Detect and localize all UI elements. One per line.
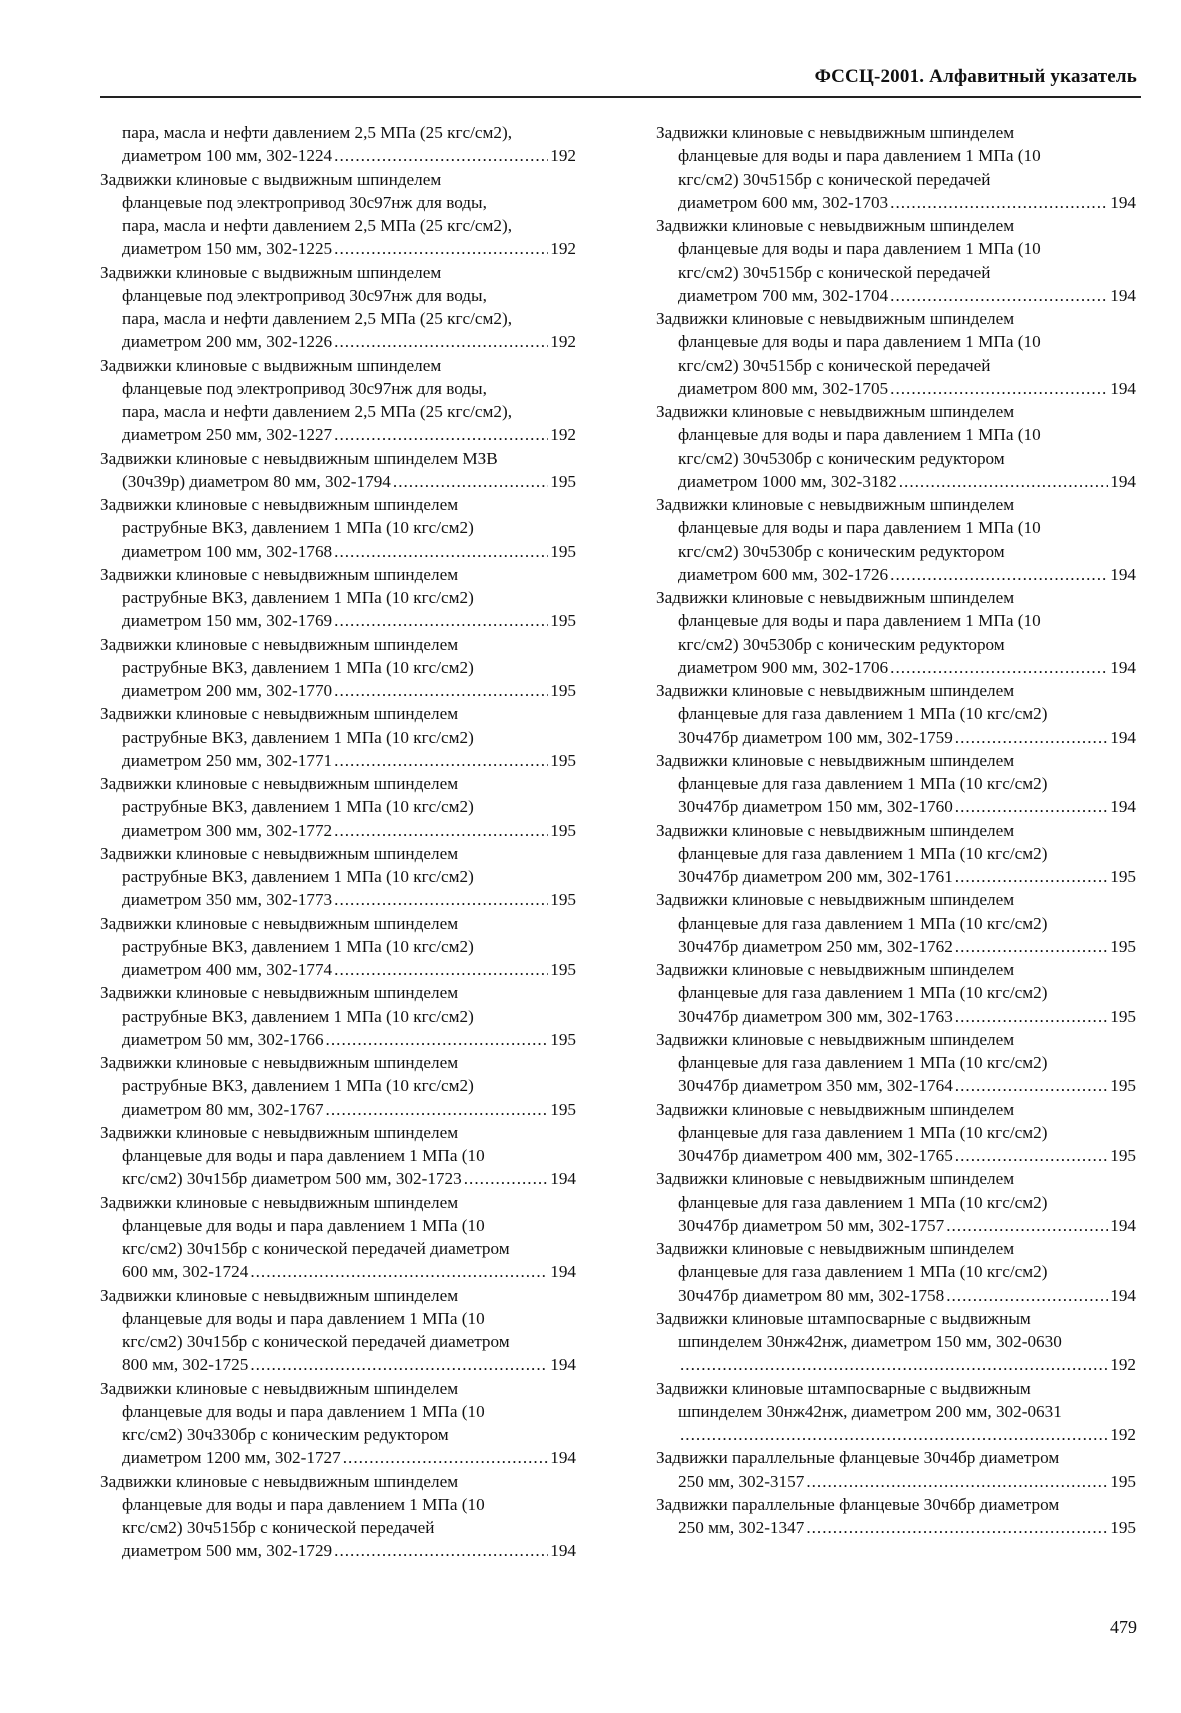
dot-leader: [326, 1098, 549, 1121]
index-entry-last-line: [122, 819, 576, 842]
index-entry-last-line: [122, 330, 576, 353]
index-entry-line: фланцевые для воды и пара давлением 1 МПа (10: [678, 518, 1041, 538]
index-entry-text: 30ч47бр диаметром 80 мм, 302-1758: [678, 1285, 945, 1305]
dot-leader: [955, 1074, 1108, 1097]
dot-leader: [899, 470, 1108, 493]
index-entry-line: Задвижки клиновые с невыдвижным шпинделем: [100, 1192, 459, 1212]
index-entry: [100, 981, 576, 1051]
index-entry: [100, 1051, 576, 1121]
index-entry-line: Задвижки клиновые с невыдвижным шпинделем: [100, 774, 459, 793]
dot-leader: [680, 1353, 1108, 1376]
index-entry: [656, 307, 1136, 400]
index-entry-text: 30ч47бр диаметром 50 мм, 302-1757: [678, 1215, 945, 1235]
index-entry-line: Задвижки клиновые с невыдвижным шпинделем: [656, 123, 1015, 142]
index-entry-text: диаметром 150 мм, 302-1769: [122, 611, 333, 631]
index-entry-line: фланцевые для воды и пара давлением 1 МПа (10: [122, 1146, 485, 1165]
index-entry-line: Задвижки клиновые с невыдвижным шпинделем: [656, 1169, 1015, 1189]
index-entry-last-line: [122, 888, 576, 911]
index-entry-text: диаметром 50 мм, 302-1766: [122, 1029, 324, 1049]
index-entry-line: Задвижки параллельные фланцевые 30ч4бр диаметром: [656, 1448, 1060, 1468]
index-entry: [100, 912, 576, 982]
index-entry-page: 195: [1110, 1006, 1136, 1026]
index-entry-last-line: [678, 865, 1136, 888]
index-entry: [100, 493, 576, 563]
index-entry-line: Задвижки клиновые с невыдвижным шпинделем: [656, 750, 1015, 770]
index-entry-line: Задвижки клиновые с невыдвижным шпинделем: [100, 983, 459, 1003]
index-entry-text: диаметром 200 мм, 302-1770: [122, 681, 333, 700]
index-entry-text: 250 мм, 302-3157: [678, 1471, 805, 1491]
index-column-left: [100, 121, 576, 1563]
index-entry-last-line: [678, 1353, 1136, 1376]
index-entry-page: 192: [550, 146, 576, 166]
dot-leader: [334, 958, 548, 981]
dot-leader: [250, 1353, 548, 1376]
index-entry-line: кгс/см2) 30ч530бр с коническим редуктором: [678, 634, 1005, 654]
index-entry-line: Задвижки клиновые с невыдвижным шпинделем: [656, 681, 1015, 700]
index-entry-page: 194: [1110, 564, 1136, 584]
index-entry-line: Задвижки клиновые с невыдвижным шпинделем: [656, 495, 1015, 514]
index-entry-line: раструбные ВКЗ, давлением 1 МПа (10 кгс/см2): [122, 867, 474, 886]
index-entry-last-line: [678, 1284, 1136, 1307]
index-entry-text: диаметром 100 мм, 302-1224: [122, 146, 333, 166]
index-entry-line: раструбные ВКЗ, давлением 1 МПа (10 кгс/см2): [122, 1076, 474, 1096]
index-entry-text: диаметром 600 мм, 302-1726: [678, 564, 889, 584]
index-entry-line: фланцевые для газа давлением 1 МПа (10 кгс/см2): [678, 774, 1048, 793]
index-entry-line: кгс/см2) 30ч15бр с конической передачей диаметром: [122, 1332, 510, 1351]
index-entry-last-line: [122, 679, 576, 702]
index-entry-line: фланцевые для воды и пара давлением 1 МПа (10: [122, 1215, 485, 1235]
index-entry-page: 195: [550, 541, 576, 561]
index-entry-line: Задвижки клиновые штампосварные с выдвижным: [656, 1378, 1031, 1398]
index-entry: [656, 958, 1136, 1028]
index-entry-last-line: [122, 144, 576, 167]
index-entry-line: раструбные ВКЗ, давлением 1 МПа (10 кгс/см2): [122, 727, 474, 747]
index-entry-line: шпинделем 30нж42нж, диаметром 200 мм, 302-0631: [678, 1401, 1062, 1421]
index-entry-page: 195: [550, 820, 576, 840]
index-entry-text: диаметром 1200 мм, 302-1727: [122, 1448, 341, 1468]
dot-leader: [343, 1446, 548, 1469]
dot-leader: [890, 656, 1108, 679]
index-entry-line: фланцевые под электропривод 30с97нж для воды,: [122, 285, 487, 305]
index-entry-line: раструбные ВКЗ, давлением 1 МПа (10 кгс/см2): [122, 1006, 474, 1026]
index-entry-page: 195: [550, 471, 576, 491]
index-entry-line: Задвижки клиновые с невыдвижным шпинделем: [100, 1285, 459, 1305]
index-entry-line: фланцевые для воды и пара давлением 1 МПа (10: [678, 611, 1041, 631]
index-entry-line: пара, масла и нефти давлением 2,5 МПа (25 кгс/см2),: [122, 216, 513, 235]
index-entry-page: 195: [1110, 1471, 1136, 1491]
dot-leader: [334, 423, 548, 446]
index-entry-page: 195: [550, 960, 576, 979]
index-entry-page: 194: [1110, 727, 1136, 747]
index-entry-last-line: [678, 1423, 1136, 1446]
dot-leader: [334, 540, 548, 563]
index-entry-line: Задвижки клиновые с невыдвижным шпинделем: [100, 634, 459, 654]
dot-leader: [334, 330, 548, 353]
index-entry-text: 30ч47бр диаметром 100 мм, 302-1759: [678, 727, 953, 747]
index-entry-line: Задвижки клиновые с невыдвижным шпинделем МЗВ: [100, 448, 498, 468]
index-entry-line: кгс/см2) 30ч530бр с коническим редуктором: [678, 448, 1005, 468]
index-entry-line: фланцевые для газа давлением 1 МПа (10 кгс/см2): [678, 1122, 1048, 1142]
index-entry-last-line: [678, 1214, 1136, 1237]
running-header: ФССЦ-2001. Алфавитный указатель: [814, 66, 1137, 87]
index-entry-line: фланцевые для воды и пара давлением 1 МПа (10: [122, 1308, 485, 1328]
index-entry-page: 194: [550, 1448, 576, 1468]
index-entry-text: 30ч47бр диаметром 150 мм, 302-1760: [678, 797, 953, 817]
dot-leader: [334, 749, 548, 772]
index-entry-line: Задвижки клиновые с выдвижным шпинделем: [100, 169, 442, 189]
index-entry-line: кгс/см2) 30ч515бр с конической передачей: [678, 169, 991, 189]
index-entry-last-line: [122, 958, 576, 981]
index-entry-line: пара, масла и нефти давлением 2,5 МПа (25 кгс/см2),: [122, 402, 513, 421]
index-entry-page: 194: [1110, 1215, 1136, 1235]
index-entry-page: 194: [1110, 797, 1136, 817]
index-entry-line: фланцевые для воды и пара давлением 1 МПа (10: [678, 146, 1041, 166]
index-column-right: [656, 121, 1136, 1539]
index-entry-page: 195: [550, 890, 576, 910]
index-entry: [100, 633, 576, 703]
index-entry-line: кгс/см2) 30ч515бр с конической передачей: [678, 262, 991, 282]
index-entry-last-line: [678, 935, 1136, 958]
index-entry: [656, 1237, 1136, 1307]
dot-leader: [890, 191, 1108, 214]
index-entry-text: диаметром 500 мм, 302-1729: [122, 1541, 333, 1561]
index-entry-line: кгс/см2) 30ч515бр с конической передачей: [678, 355, 991, 375]
dot-leader: [680, 1423, 1108, 1446]
index-entry-line: Задвижки клиновые с невыдвижным шпинделем: [656, 588, 1015, 607]
index-entry-page: 194: [1110, 657, 1136, 677]
dot-leader: [955, 795, 1108, 818]
dot-leader: [393, 470, 548, 493]
index-entry: [656, 679, 1136, 749]
index-entry-line: фланцевые для газа давлением 1 МПа (10 кгс/см2): [678, 983, 1048, 1003]
index-entry-line: Задвижки клиновые с невыдвижным шпинделем: [100, 564, 459, 584]
index-entry: [656, 1028, 1136, 1098]
index-entry: [656, 121, 1136, 214]
index-entry-page: 192: [550, 239, 576, 259]
index-entry-last-line: [122, 1446, 576, 1469]
dot-leader: [464, 1167, 549, 1190]
index-entry-text: 30ч47бр диаметром 300 мм, 302-1763: [678, 1006, 953, 1026]
index-entry-line: Задвижки клиновые с невыдвижным шпинделем: [100, 913, 459, 933]
index-entry-last-line: [122, 423, 576, 446]
index-entry-page: 195: [550, 750, 576, 770]
index-entry-line: кгс/см2) 30ч15бр с конической передачей диаметром: [122, 1239, 510, 1258]
index-entry-last-line: [122, 749, 576, 772]
index-entry-line: кгс/см2) 30ч515бр с конической передачей: [122, 1518, 435, 1537]
index-entry-line: Задвижки клиновые штампосварные с выдвижным: [656, 1308, 1031, 1328]
index-entry: [656, 749, 1136, 819]
index-entry: [656, 1377, 1136, 1447]
index-entry-line: Задвижки клиновые с невыдвижным шпинделем: [656, 1239, 1015, 1258]
index-entry-line: фланцевые для воды и пара давлением 1 МПа (10: [678, 239, 1041, 259]
index-entry-line: фланцевые для воды и пара давлением 1 МПа (10: [122, 1401, 485, 1421]
index-entry-last-line: [122, 470, 576, 493]
index-entry: [100, 354, 576, 447]
index-entry-page: 194: [1110, 378, 1136, 398]
index-entry-line: раструбные ВКЗ, давлением 1 МПа (10 кгс/см2): [122, 588, 474, 607]
dot-leader: [334, 237, 548, 260]
dot-leader: [890, 377, 1108, 400]
index-entry-line: Задвижки клиновые с невыдвижным шпинделем: [656, 1099, 1015, 1119]
index-entry: [656, 493, 1136, 586]
index-entry-line: Задвижки клиновые с выдвижным шпинделем: [100, 355, 442, 375]
dot-leader: [806, 1516, 1108, 1539]
index-entry-page: 195: [550, 681, 576, 700]
index-entry-text: 30ч47бр диаметром 400 мм, 302-1765: [678, 1146, 953, 1165]
index-entry-line: фланцевые под электропривод 30с97нж для воды,: [122, 192, 487, 212]
index-entry-page: 195: [1110, 867, 1136, 886]
dot-leader: [955, 935, 1108, 958]
index-entry-line: Задвижки клиновые с невыдвижным шпинделем: [656, 820, 1015, 840]
dot-leader: [334, 679, 548, 702]
index-entry-last-line: [122, 1353, 576, 1376]
index-entry-line: фланцевые для газа давлением 1 МПа (10 кгс/см2): [678, 1192, 1048, 1212]
index-entry-line: раструбные ВКЗ, давлением 1 МПа (10 кгс/см2): [122, 518, 474, 538]
index-entry-line: Задвижки клиновые с невыдвижным шпинделем: [656, 1029, 1015, 1049]
index-entry-last-line: [122, 540, 576, 563]
index-entry-text: диаметром 600 мм, 302-1703: [678, 192, 889, 212]
index-entry-line: фланцевые для газа давлением 1 МПа (10 кгс/см2): [678, 913, 1048, 933]
index-entry: [656, 586, 1136, 679]
index-entry-line: фланцевые для газа давлением 1 МПа (10 кгс/см2): [678, 1053, 1048, 1072]
index-entry-line: пара, масла и нефти давлением 2,5 МПа (25 кгс/см2),: [122, 123, 513, 142]
index-entry: [100, 842, 576, 912]
dot-leader: [334, 888, 548, 911]
index-entry-last-line: [122, 609, 576, 632]
index-entry-line: Задвижки клиновые с невыдвижным шпинделем: [656, 960, 1015, 979]
index-entry: [656, 1098, 1136, 1168]
index-entry: [100, 1377, 576, 1470]
header-rule: [100, 96, 1141, 98]
index-entry-text: 250 мм, 302-1347: [678, 1518, 805, 1537]
index-entry: [656, 1493, 1136, 1540]
page-number: 479: [1110, 1617, 1137, 1637]
index-entry-page: 194: [550, 1355, 576, 1375]
dot-leader: [334, 819, 548, 842]
index-entry-page: 195: [550, 1099, 576, 1119]
index-entry: [100, 772, 576, 842]
index-entry-text: диаметром 200 мм, 302-1226: [122, 332, 333, 352]
index-entry-text: диаметром 250 мм, 302-1771: [122, 750, 333, 770]
index-entry-line: Задвижки клиновые с невыдвижным шпинделем: [100, 495, 459, 514]
index-entry-line: Задвижки клиновые с невыдвижным шпинделем: [100, 1053, 459, 1072]
index-entry-last-line: [122, 1260, 576, 1283]
index-entry: [100, 447, 576, 494]
index-entry-line: Задвижки клиновые с невыдвижным шпинделем: [100, 1471, 459, 1491]
dot-leader: [955, 1144, 1108, 1167]
index-entry: [656, 1307, 1136, 1377]
index-entry-text: (30ч39р) диаметром 80 мм, 302-1794: [122, 471, 391, 491]
index-entry-line: фланцевые для газа давлением 1 МПа (10 кгс/см2): [678, 843, 1048, 863]
index-entry-page: 195: [1110, 1076, 1136, 1096]
dot-leader: [955, 865, 1108, 888]
index-entry-last-line: [678, 1470, 1136, 1493]
dot-leader: [946, 1284, 1108, 1307]
index-entry-page: 192: [1110, 1425, 1136, 1444]
index-entry-text: диаметром 700 мм, 302-1704: [678, 285, 889, 305]
index-entry-text: диаметром 150 мм, 302-1225: [122, 239, 333, 259]
index-entry-line: Задвижки клиновые с невыдвижным шпинделем: [100, 1122, 459, 1142]
index-entry: [100, 563, 576, 633]
dot-leader: [334, 144, 548, 167]
index-entry-line: фланцевые для газа давлением 1 МПа (10 кгс/см2): [678, 1262, 1048, 1282]
index-entry-text: диаметром 1000 мм, 302-3182: [678, 471, 897, 491]
index-entry-line: Задвижки клиновые с невыдвижным шпинделем: [100, 843, 459, 863]
index-entry-line: Задвижки клиновые с невыдвижным шпинделем: [656, 402, 1015, 421]
index-entry: [656, 819, 1136, 889]
index-entry-last-line: [122, 1098, 576, 1121]
index-entry-page: 194: [1110, 285, 1136, 305]
index-entry-line: фланцевые под электропривод 30с97нж для воды,: [122, 378, 487, 398]
index-entry-text: 800 мм, 302-1725: [122, 1355, 249, 1375]
index-entry-line: фланцевые для воды и пара давлением 1 МПа (10: [122, 1494, 485, 1514]
index-entry-line: раструбные ВКЗ, давлением 1 МПа (10 кгс/см2): [122, 797, 474, 817]
index-entry-last-line: [678, 726, 1136, 749]
index-entry-last-line: [678, 1516, 1136, 1539]
index-entry-line: раструбные ВКЗ, давлением 1 МПа (10 кгс/см2): [122, 936, 474, 956]
index-entry: [100, 1121, 576, 1191]
dot-leader: [334, 1539, 548, 1562]
dot-leader: [326, 1028, 549, 1051]
index-entry: [656, 1446, 1136, 1493]
index-entry-last-line: [678, 656, 1136, 679]
index-entry-page: 194: [550, 1541, 576, 1561]
index-entry-text: диаметром 900 мм, 302-1706: [678, 657, 889, 677]
dot-leader: [955, 1005, 1108, 1028]
index-entry-text: диаметром 300 мм, 302-1772: [122, 820, 333, 840]
index-entry-last-line: [122, 237, 576, 260]
index-entry-text: диаметром 100 мм, 302-1768: [122, 541, 333, 561]
index-entry-text: диаметром 250 мм, 302-1227: [122, 425, 333, 445]
index-entry-text: 30ч47бр диаметром 350 мм, 302-1764: [678, 1076, 953, 1096]
index-entry-line: Задвижки клиновые с выдвижным шпинделем: [100, 262, 442, 282]
index-entry-page: 195: [550, 1029, 576, 1049]
index-entry-last-line: [678, 470, 1136, 493]
index-entry: [656, 1167, 1136, 1237]
index-entry-line: шпинделем 30нж42нж, диаметром 150 мм, 302-0630: [678, 1332, 1062, 1351]
index-entry-last-line: [678, 1005, 1136, 1028]
index-entry-page: 195: [550, 611, 576, 631]
index-entry-line: раструбные ВКЗ, давлением 1 МПа (10 кгс/см2): [122, 657, 474, 677]
index-entry: [100, 261, 576, 354]
index-entry-page: 194: [1110, 1285, 1136, 1305]
index-entry-text: диаметром 400 мм, 302-1774: [122, 960, 333, 979]
index-entry-line: фланцевые для воды и пара давлением 1 МПа (10: [678, 425, 1041, 445]
index-entry: [100, 121, 576, 168]
index-entry: [100, 1470, 576, 1563]
index-entry-page: 194: [550, 1262, 576, 1282]
index-entry-page: 192: [550, 332, 576, 352]
index-entry-page: 195: [1110, 1146, 1136, 1165]
dot-leader: [250, 1260, 548, 1283]
index-entry-page: 195: [1110, 936, 1136, 956]
index-entry-last-line: [122, 1539, 576, 1562]
index-entry-last-line: [122, 1167, 576, 1190]
index-entry-line: пара, масла и нефти давлением 2,5 МПа (25 кгс/см2),: [122, 309, 513, 328]
index-entry-last-line: [678, 563, 1136, 586]
index-entry: [100, 1284, 576, 1377]
dot-leader: [806, 1470, 1108, 1493]
index-entry: [100, 702, 576, 772]
dot-leader: [946, 1214, 1108, 1237]
index-entry-last-line: [678, 377, 1136, 400]
index-entry-line: Задвижки параллельные фланцевые 30ч6бр диаметром: [656, 1494, 1060, 1514]
dot-leader: [890, 284, 1108, 307]
dot-leader: [334, 609, 548, 632]
index-entry-last-line: [678, 1074, 1136, 1097]
index-entry-last-line: [122, 1028, 576, 1051]
index-entry-line: Задвижки клиновые с невыдвижным шпинделем: [656, 890, 1015, 910]
index-entry-text: 600 мм, 302-1724: [122, 1262, 249, 1282]
index-entry: [656, 400, 1136, 493]
index-entry-last-line: [678, 284, 1136, 307]
index-entry-line: кгс/см2) 30ч530бр с коническим редуктором: [678, 541, 1005, 561]
index-entry-line: фланцевые для воды и пара давлением 1 МПа (10: [678, 332, 1041, 352]
index-entry-page: 192: [550, 425, 576, 445]
dot-leader: [890, 563, 1108, 586]
index-entry: [100, 168, 576, 261]
index-entry-text: кгс/см2) 30ч15бр диаметром 500 мм, 302-1723: [122, 1169, 462, 1189]
index-entry-text: 30ч47бр диаметром 250 мм, 302-1762: [678, 936, 953, 956]
index-entry-page: 192: [1110, 1355, 1136, 1375]
index-entry-line: Задвижки клиновые с невыдвижным шпинделем: [656, 216, 1015, 235]
index-entry-page: 194: [1110, 192, 1136, 212]
index-entry-text: диаметром 80 мм, 302-1767: [122, 1099, 324, 1119]
index-entry-text: диаметром 800 мм, 302-1705: [678, 378, 889, 398]
index-entry-page: 194: [550, 1169, 576, 1189]
index-entry-page: 194: [1110, 471, 1136, 491]
index-entry-last-line: [678, 795, 1136, 818]
index-entry-last-line: [678, 191, 1136, 214]
index-entry-page: 195: [1110, 1518, 1136, 1537]
index-entry-line: Задвижки клиновые с невыдвижным шпинделем: [100, 1378, 459, 1398]
index-entry: [100, 1191, 576, 1284]
index-entry-last-line: [678, 1144, 1136, 1167]
index-entry-line: кгс/см2) 30ч330бр с коническим редуктором: [122, 1425, 449, 1444]
index-entry: [656, 214, 1136, 307]
index-entry-line: Задвижки клиновые с невыдвижным шпинделем: [100, 704, 459, 724]
index-entry-text: диаметром 350 мм, 302-1773: [122, 890, 333, 910]
index-entry-line: Задвижки клиновые с невыдвижным шпинделем: [656, 309, 1015, 328]
index-entry: [656, 888, 1136, 958]
dot-leader: [955, 726, 1108, 749]
index-entry-line: фланцевые для газа давлением 1 МПа (10 кгс/см2): [678, 704, 1048, 724]
index-entry-text: 30ч47бр диаметром 200 мм, 302-1761: [678, 867, 953, 886]
